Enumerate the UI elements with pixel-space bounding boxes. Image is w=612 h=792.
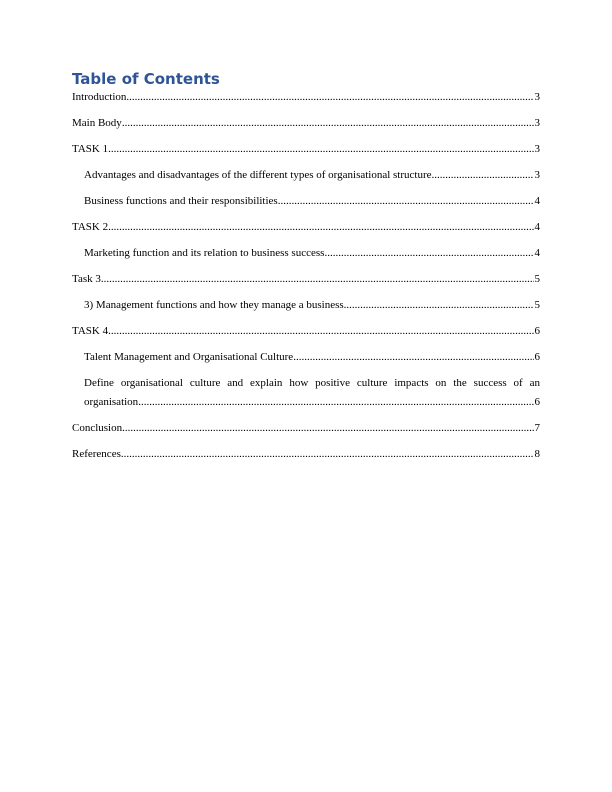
toc-page-number: 5 [534, 273, 540, 285]
toc-entry-main-body[interactable] [72, 114, 540, 133]
toc-entry-text: Main Body [72, 117, 122, 129]
toc-page-number: 5 [534, 299, 540, 311]
toc-title: Table of Contents [72, 70, 220, 88]
toc-page-number: 3 [534, 143, 540, 155]
toc-entry-task-4[interactable] [72, 322, 540, 341]
toc-entry-marketing-function[interactable] [72, 244, 540, 263]
toc-entry-text-line-1: Define organisational culture and explain how positive culture impacts on the success of an [84, 377, 540, 389]
toc-entry-text: References [72, 448, 121, 460]
toc-page-number: 6 [534, 325, 540, 337]
toc-leader-dots [344, 296, 534, 315]
toc-page-number: 8 [534, 448, 540, 460]
toc-leader-dots [108, 322, 533, 341]
toc-entry-text: Advantages and disadvantages of the different types of organisational structure [84, 169, 432, 181]
toc-entry-task-2[interactable] [72, 218, 540, 237]
toc-entry-management-functions[interactable] [72, 296, 540, 315]
toc-entry-text: Business functions and their responsibilities [84, 195, 278, 207]
toc-entry-business-functions[interactable] [72, 192, 540, 211]
toc-entry-text: Talent Management and Organisational Culture [84, 351, 294, 363]
toc-leader-dots [432, 166, 534, 185]
toc-leader-dots [138, 393, 533, 412]
toc-entry-text-line-2: organisation [84, 396, 139, 408]
toc-entry-conclusion[interactable] [72, 419, 540, 438]
toc-entry-talent-management[interactable] [72, 348, 540, 367]
toc-leader-dots [324, 244, 533, 263]
toc-leader-dots [122, 419, 533, 438]
toc-page-number: 3 [534, 169, 540, 181]
toc-entry-organisational-structure[interactable] [72, 166, 540, 185]
toc-leader-dots [278, 192, 534, 211]
toc-entry-references[interactable] [72, 445, 540, 464]
toc-page-number: 3 [534, 117, 540, 129]
toc-leader-dots [126, 88, 533, 107]
toc-entry-text: TASK 2 [72, 221, 109, 233]
toc-entry-text: Introduction [72, 91, 127, 103]
toc-entry-text: TASK 1 [72, 143, 109, 155]
toc-page-number: 6 [534, 396, 540, 408]
toc-entry-text: 3) Management functions and how they manage a business [84, 299, 344, 311]
toc-entry-text: Task 3 [72, 273, 101, 285]
toc-entry-text: TASK 4 [72, 325, 109, 337]
toc-leader-dots [101, 270, 534, 289]
toc-page-number: 4 [534, 221, 540, 233]
toc-entry-task-1[interactable] [72, 140, 540, 159]
toc-page-number: 4 [534, 247, 540, 259]
toc-page-number: 6 [534, 351, 540, 363]
toc-page-number: 3 [534, 91, 540, 103]
toc-entry-organisational-culture[interactable] [72, 374, 540, 412]
toc-page-number: 7 [534, 422, 540, 434]
toc-entry-text: Marketing function and its relation to business success [84, 247, 325, 259]
toc-entry-text: Conclusion [72, 422, 123, 434]
toc-entry-task-3[interactable] [72, 270, 540, 289]
toc-leader-dots [108, 218, 533, 237]
toc-entry-introduction[interactable] [72, 88, 540, 107]
toc-list [72, 88, 540, 471]
toc-leader-dots [122, 114, 534, 133]
toc-leader-dots [121, 445, 534, 464]
toc-page-number: 4 [534, 195, 540, 207]
toc-leader-dots [108, 140, 533, 159]
toc-leader-dots [293, 348, 533, 367]
